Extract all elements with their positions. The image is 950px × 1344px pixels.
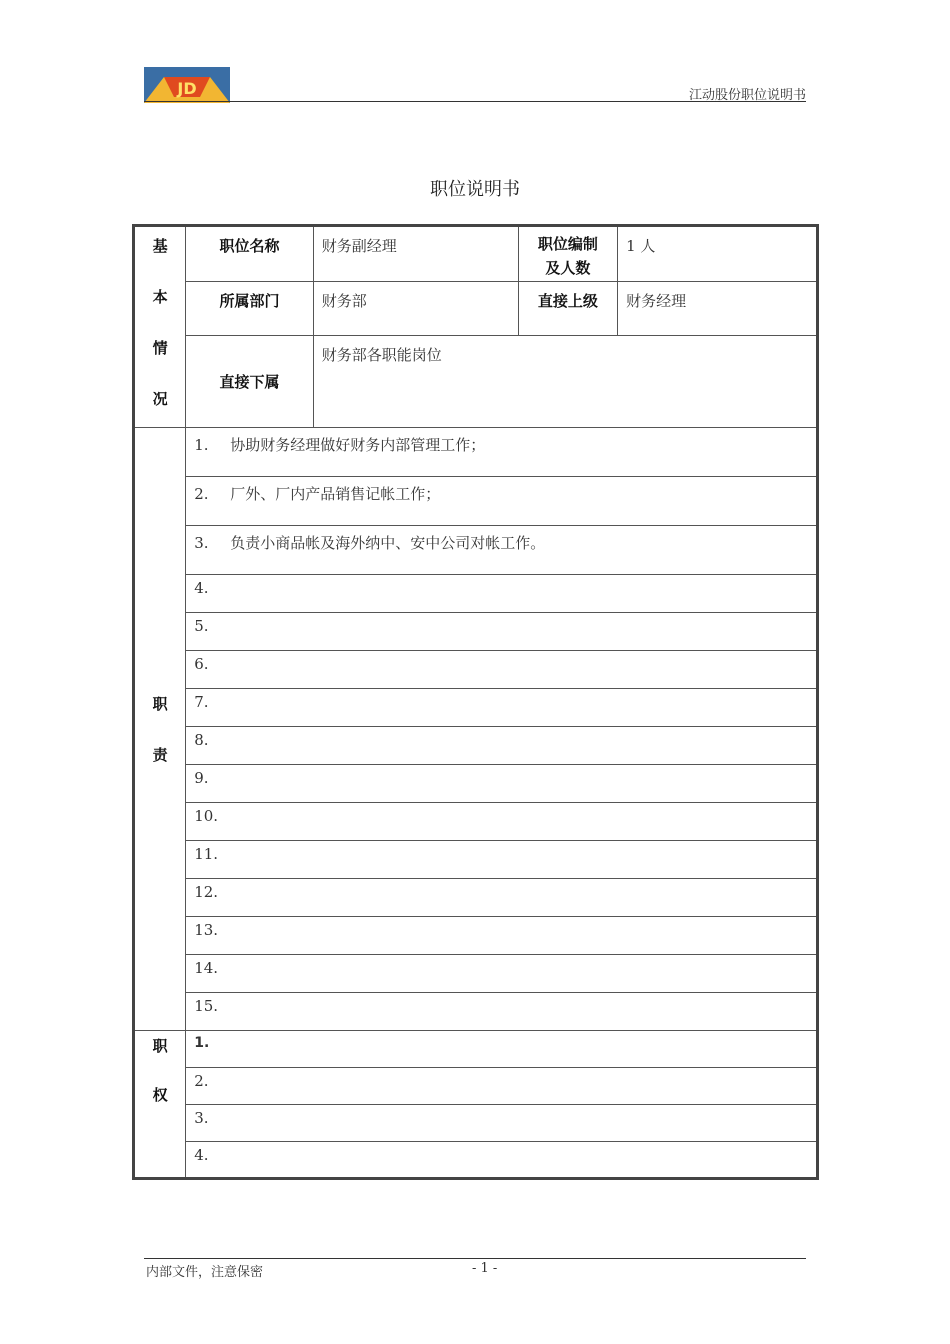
section-label-basic: 基 本 情 况: [134, 226, 186, 428]
duty-item: 8.: [186, 727, 818, 765]
duty-item: 11.: [186, 841, 818, 879]
duty-item: 2. 厂外、厂内产品销售记帐工作；: [186, 477, 818, 526]
page-number: - 1 -: [472, 1261, 498, 1276]
duty-item: 15.: [186, 993, 818, 1031]
duty-item: 10.: [186, 803, 818, 841]
footer-divider: [144, 1258, 806, 1259]
duty-item: 6.: [186, 651, 818, 689]
duty-item: 1. 协助财务经理做好财务内部管理工作；: [186, 428, 818, 477]
company-logo: [144, 67, 230, 103]
duty-item: 3. 负责小商品帐及海外纳中、安中公司对帐工作。: [186, 526, 818, 575]
authority-item: 4.: [186, 1142, 818, 1179]
subordinates-label: 直接下属: [186, 336, 314, 428]
headcount-label: 职位编制 及人数: [518, 226, 617, 282]
authority-item: 2.: [186, 1068, 818, 1105]
duty-item: 14.: [186, 955, 818, 993]
supervisor-label: 直接上级: [518, 282, 617, 336]
svg-text:JD: JD: [177, 79, 197, 98]
duty-item: 9.: [186, 765, 818, 803]
duty-item: 12.: [186, 879, 818, 917]
document-title: 职位说明书: [430, 179, 520, 200]
duty-item: 4.: [186, 575, 818, 613]
department-label: 所属部门: [186, 282, 314, 336]
authority-item: 1.: [186, 1031, 818, 1068]
department-value: 财务部: [313, 282, 518, 336]
position-name-value: 财务副经理: [313, 226, 518, 282]
headcount-value: 1 人: [618, 226, 818, 282]
header-title: 江动股份职位说明书: [688, 88, 806, 103]
supervisor-value: 财务经理: [618, 282, 818, 336]
authority-item: 3.: [186, 1105, 818, 1142]
footer-confidential-note: 内部文件，注意保密: [146, 1265, 264, 1280]
duty-item: 13.: [186, 917, 818, 955]
position-name-label: 职位名称: [186, 226, 314, 282]
section-label-authority: 职 权: [134, 1031, 186, 1179]
duty-item: 7.: [186, 689, 818, 727]
job-description-table: [132, 224, 819, 1180]
section-label-duties: 职 责: [134, 428, 186, 1031]
header-divider: [144, 101, 806, 102]
duty-item: 5.: [186, 613, 818, 651]
subordinates-value: 财务部各职能岗位: [313, 336, 817, 428]
